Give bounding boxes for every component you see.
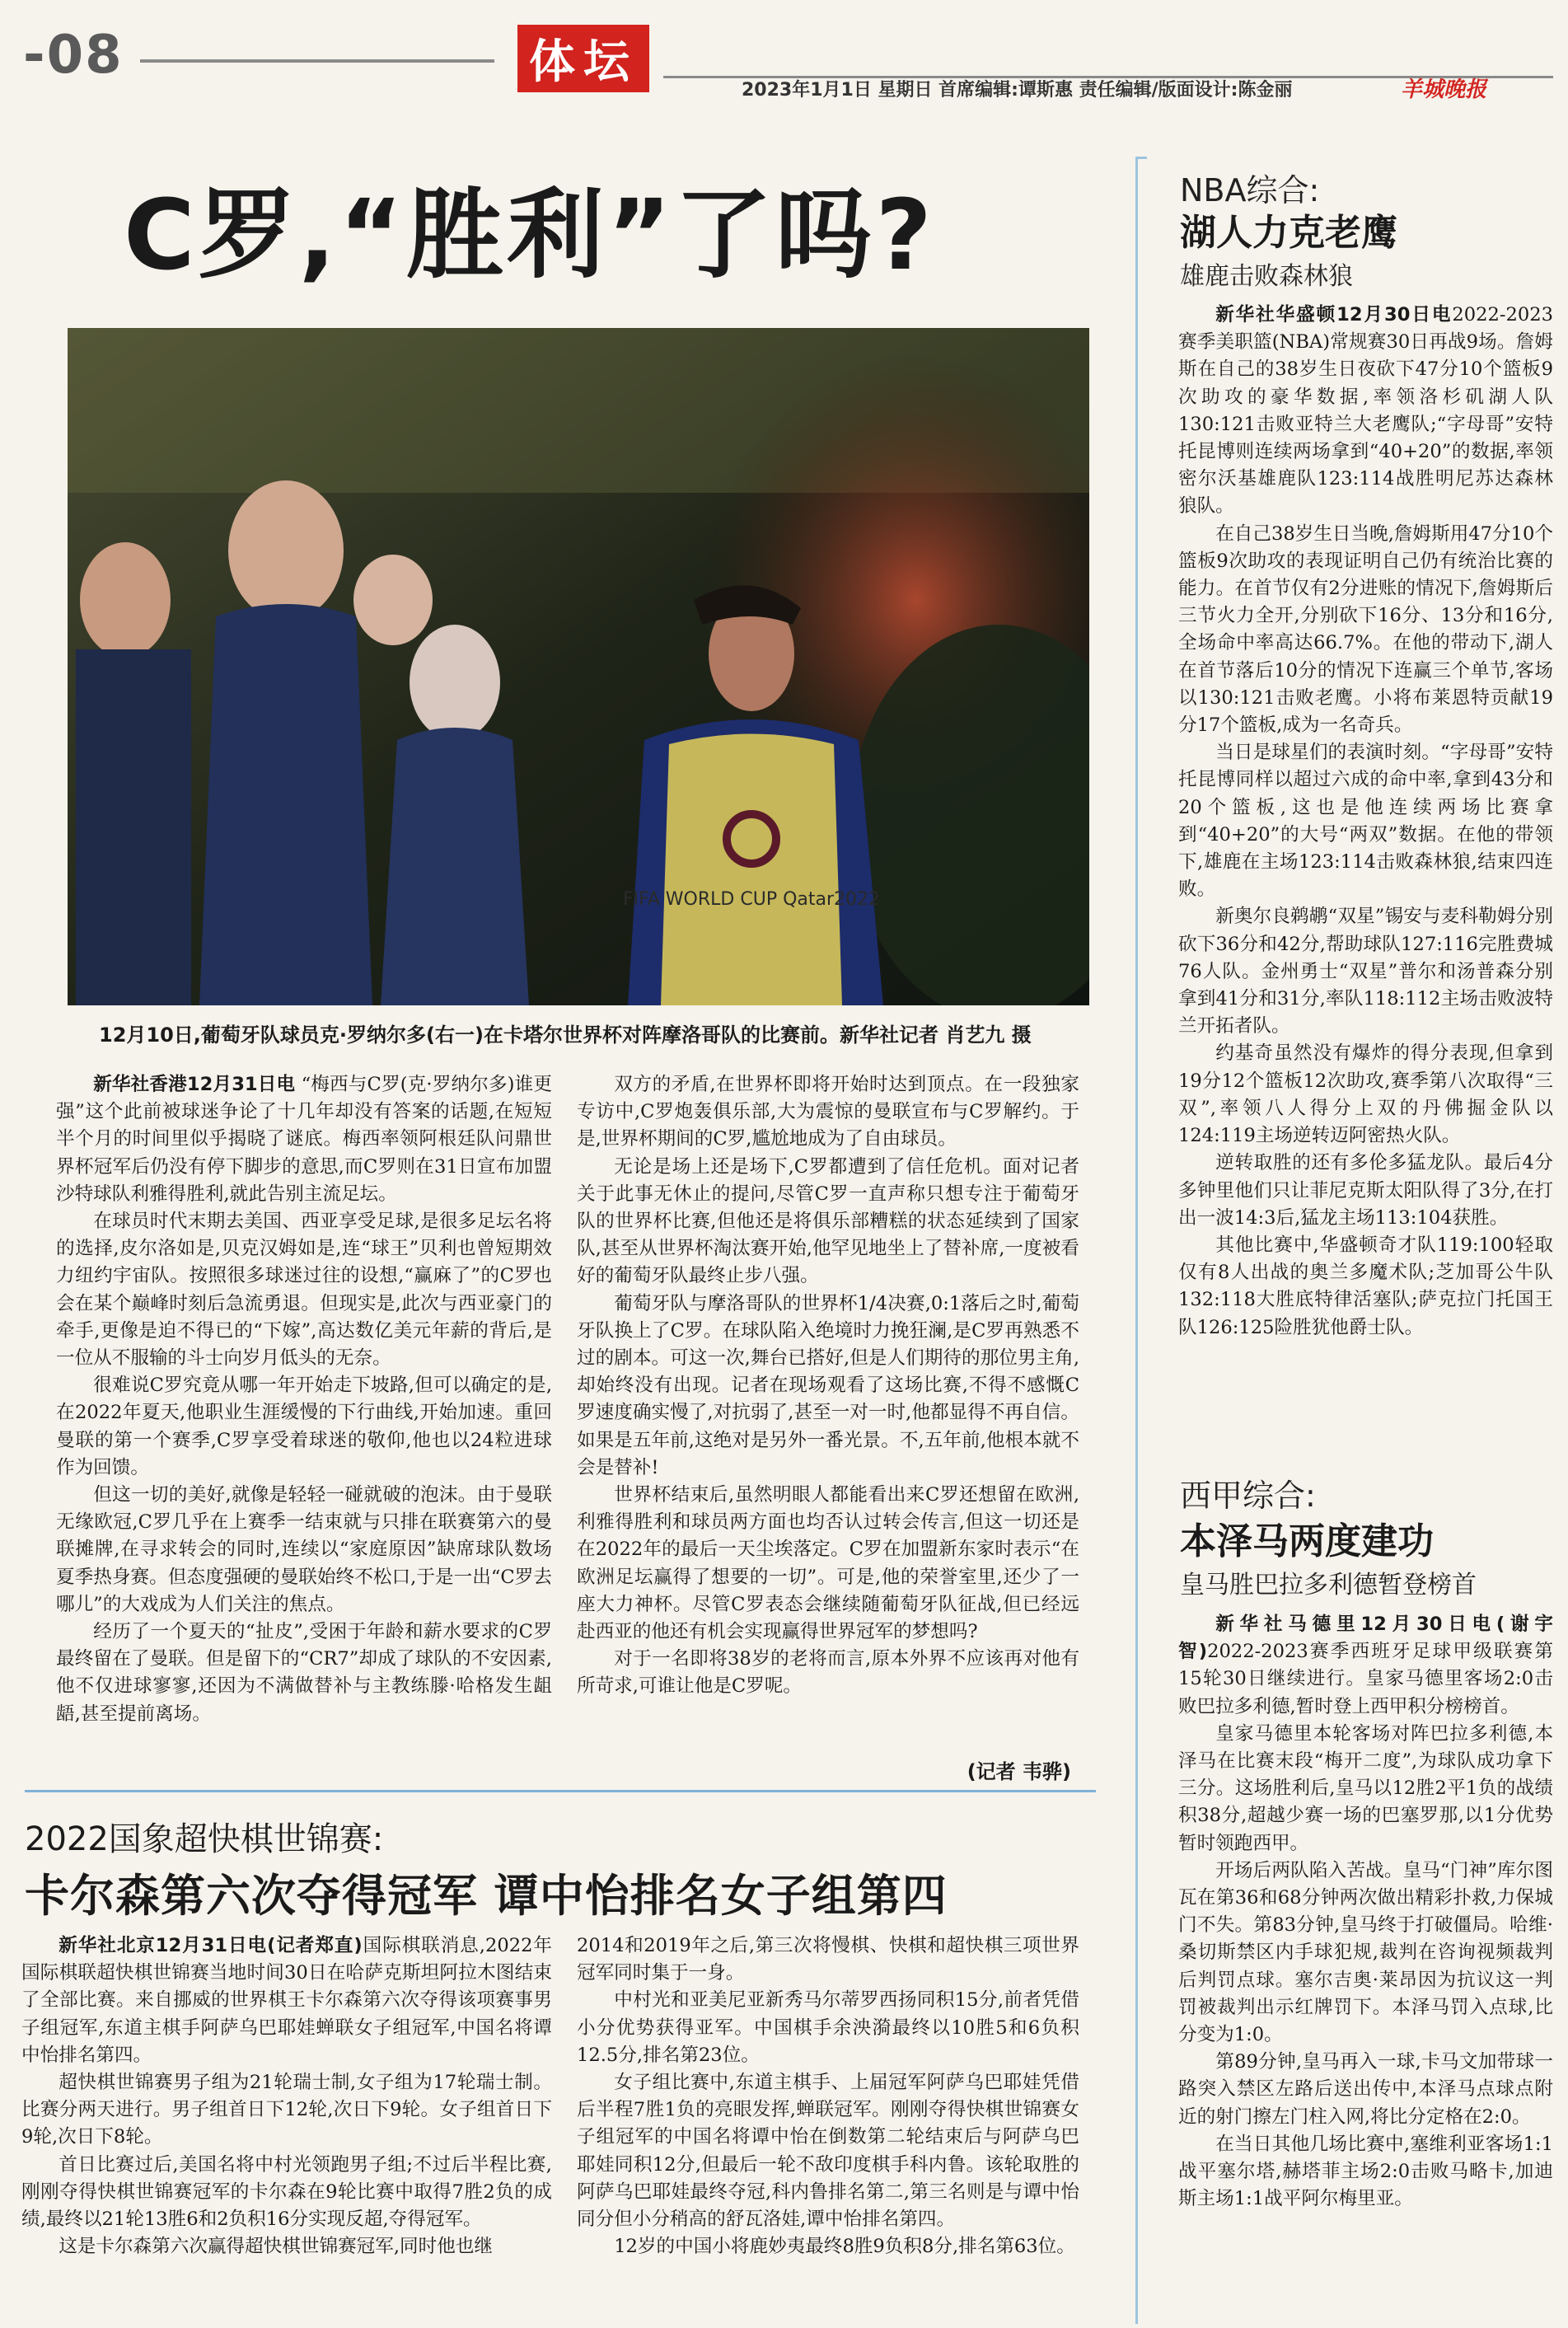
paragraph: [577, 2069, 1079, 2233]
paragraph-text: 其他比赛中,华盛顿奇才队119:100轻取仅有8人出战的奥兰多魔术队;芝加哥公牛队132:118大胜底特律活塞队;萨克拉门托国王队126:125险胜犹他爵士队。: [1178, 1234, 1553, 1338]
paragraph: [56, 1618, 552, 1728]
paragraph-text: 这是卡尔森第六次赢得超快棋世锦赛冠军,同时他也继: [59, 2236, 494, 2258]
nba-kicker: NBA综合:: [1180, 172, 1320, 208]
paragraph: [577, 1154, 1079, 1290]
paragraph-text: 在自己38岁生日当晚,詹姆斯用47分10个篮板9次助攻的表现证明自己仍有统治比赛的能力。在首节仅有2分进账的情况下,詹姆斯后三节火力全开,分别砍下16分、13分和16分,全场命中率高达66.7%。在他的带动下,湖人在首节落后10分的情况下连赢三个单节,客场以130:121击败老鹰。小将布莱恩特贡献19分17个篮板,成为一名奇兵。: [1178, 522, 1553, 737]
paragraph-text: 对于一名即将38岁的老将而言,原本外界不应该再对他有所苛求,可谁让他是C罗呢。: [577, 1648, 1079, 1698]
paragraph: [577, 1290, 1079, 1482]
paragraph-text: 当日是球星们的表演时刻。“字母哥”安特托昆博同样以超过六成的命中率,拿到43分和20个篮板,这也是他连续两场比赛拿到“40+20”的大号“两双”数据。在他的带领下,雄鹿在主场123:114击败森林狼,结束四连败。: [1178, 742, 1553, 901]
paragraph-text: 约基奇虽然没有爆炸的得分表现,但拿到19分12个篮板12次助攻,赛季第八次取得“三双”,率领八人得分上双的丹佛掘金队以124:119主场逆转迈阿密热火队。: [1178, 1042, 1553, 1147]
paragraph-text: 葡萄牙队与摩洛哥队的世界杯1/4决赛,0:1落后之时,葡萄牙队换上了C罗。在球队陷入绝境时力挽狂澜,是C罗再熟悉不过的剧本。可这一次,舞台已搭好,但是人们期待的那位男主角,却始终没有出现。记者在现场观看了这场比赛,不得不感慨C罗速度确实慢了,对抗弱了,甚至一对一时,他都显得不再自信。如果是五年前,这绝对是另外一番光景。不,五年前,他根本就不会是替补!: [577, 1292, 1079, 1478]
paragraph-text: 女子组比赛中,东道主棋手、上届冠军阿萨乌巴耶娃凭借后半程7胜1负的亮眼发挥,蝉联冠军。刚刚夺得快棋世锦赛女子组冠军的中国名将谭中怡在倒数第二轮结束后与阿萨乌巴耶娃同积12分,但最后一轮不敌印度棋手科内鲁。该轮取胜的阿萨乌巴耶娃最终夺冠,科内鲁排名第二,第三名则是与谭中怡同分但小分稍高的舒瓦洛娃,谭中怡排名第四。: [577, 2072, 1079, 2231]
laliga-body: [1178, 1611, 1553, 2213]
paragraph-text: 第89分钟,皇马再入一球,卡马文加带球一路突入禁区左路后送出传中,本泽马点球点附近的射门擦左门柱入网,将比分定格在2:0。: [1178, 2051, 1553, 2128]
paragraph-text: 2022-2023赛季西班牙足球甲级联赛第15轮30日继续进行。皇家马德里客场2:0击败巴拉多利德,暂时登上西甲积分榜榜首。: [1178, 1641, 1554, 1717]
main-headline: C罗,“胜利”了吗?: [124, 178, 935, 292]
main-photo: [68, 328, 1089, 1005]
paragraph: [56, 1071, 552, 1208]
paragraph: [21, 2069, 552, 2152]
dateline-lead: 新华社马德里12月30日电(谢宇智): [1178, 1614, 1553, 1663]
paragraph: [577, 1987, 1079, 2069]
paragraph-text: 超快棋世锦赛男子组为21轮瑞士制,女子组为17轮瑞士制。比赛分两天进行。男子组首日下12轮,次日下9轮。女子组首日下9轮,次日下8轮。: [21, 2072, 552, 2148]
paragraph: [56, 1372, 552, 1482]
dateline-lead: 新华社华盛顿12月30日电: [1215, 304, 1453, 326]
paragraph: [1178, 1232, 1553, 1342]
sidebar-rule: [1135, 157, 1138, 2324]
paragraph-text: 在当日其他几场比赛中,塞维利亚客场1:1战平塞尔塔,赫塔菲主场2:0击败马略卡,加迪斯主场1:1战平阿尔梅里亚。: [1178, 2133, 1553, 2210]
laliga-kicker: 西甲综合:: [1180, 1478, 1316, 1514]
vest-text: FIFA WORLD CUP Qatar2022: [622, 889, 881, 910]
paragraph: [21, 2233, 552, 2260]
paragraph: [577, 1071, 1079, 1154]
paragraph-text: 世界杯结束后,虽然明眼人都能看出来C罗还想留在欧洲,利雅得胜利和球员两方面也均否认过转会传言,但这一切还是在2022年的最后一天尘埃落定。C罗在加盟新东家时表示“在欧洲足坛赢得了想要的一切”。可是,他的荣誉室里,还少了一座大力神杯。尽管C罗表态会继续随葡萄牙队征战,但已经远赴西亚的他还有机会实现赢得世界冠军的梦想吗?: [577, 1484, 1079, 1643]
paragraph-text: 在球员时代末期去美国、西亚享受足球,是很多足坛名将的选择,皮尔洛如是,贝克汉姆如是,连“球王”贝利也曾短期效力纽约宇宙队。按照很多球迷过往的设想,“赢麻了”的C罗也会在某个巅峰时刻后急流勇退。但现实是,此次与西亚豪门的牵手,更像是迫不得已的“下嫁”,高达数亿美元年薪的背后,是一位从不服输的斗士向岁月低头的无奈。: [56, 1211, 552, 1370]
paragraph: [21, 1932, 552, 2069]
paragraph-text: 无论是场上还是场下,C罗都遭到了信任危机。面对记者关于此事无休止的提问,尽管C罗一直声称只想专注于葡萄牙队的世界杯比赛,但他还是将俱乐部糟糕的状态延续到了国家队,甚至从世界杯淘汰赛开始,他罕见地坐上了替补席,一度被看好的葡萄牙队最终止步八强。: [577, 1155, 1079, 1287]
paragraph: [577, 2233, 1079, 2260]
section-label: 体坛: [517, 25, 649, 92]
chess-headline: 卡尔森第六次夺得冠军 谭中怡排名女子组第四: [25, 1870, 948, 1922]
nba-headline: 湖人力克老鹰: [1180, 212, 1397, 254]
dateline-lead: 新华社香港12月31日电: [93, 1074, 296, 1095]
paragraph-text: 2022-2023赛季美职篮(NBA)常规赛30日再战9场。詹姆斯在自己的38岁生日夜砍下47分10个篮板9次助攻的豪华数据,率领洛杉矶湖人队130:121击败亚特兰大老鹰队;“字母哥”安特托昆博则连续两场拿到“40+20”的数据,率领密尔沃基雄鹿队123:114战胜明尼苏达森林狼队。: [1178, 304, 1553, 518]
paragraph-text: 皇家马德里本轮客场对阵巴拉多利德,本泽马在比赛末段“梅开二度”,为球队成功拿下三分。这场胜利后,皇马以12胜2平1负的战绩积38分,超越少赛一场的巴塞罗那,以1分优势暂时领跑西甲。: [1178, 1722, 1553, 1854]
main-story-left-column: [56, 1071, 552, 1728]
paragraph: [56, 1482, 552, 1618]
photo-caption: 12月10日,葡萄牙队球员克·罗纳尔多(右一)在卡塔尔世界杯对阵摩洛哥队的比赛前。新华社记者 肖艺九 摄: [99, 1023, 1032, 1047]
laliga-headline: 本泽马两度建功: [1180, 1520, 1434, 1562]
chess-right-column: [577, 1932, 1079, 2260]
paragraph: [1178, 1150, 1553, 1232]
nba-subhead: 雄鹿击败森林狼: [1180, 262, 1353, 291]
laliga-subhead: 皇马胜巴拉多利德暂登榜首: [1180, 1571, 1477, 1600]
paragraph: [1178, 302, 1553, 521]
paragraph: [56, 1208, 552, 1372]
main-story-author: (记者 韦骅): [967, 1760, 1071, 1783]
paragraph: [1178, 739, 1553, 903]
paragraph-text: 开场后两队陷入苦战。皇马“门神”库尔图瓦在第36和68分钟两次做出精彩扑救,力保城门不失。第83分钟,皇马终于打破僵局。哈维·桑切斯禁区内手球犯规,裁判在咨询视频裁判后判罚点球。塞尔吉奥·莱昂因为抗议这一判罚被裁判出示红牌罚下。本泽马罚入点球,比分变为1:0。: [1178, 1859, 1553, 2046]
main-story-right-column: [577, 1071, 1079, 1701]
paragraph-text: 很难说C罗究竟从哪一年开始走下坡路,但可以确定的是,在2022年夏天,他职业生涯缓慢的下行曲线,开始加速。重回曼联的第一个赛季,C罗享受着球迷的敬仰,他也以24粒进球作为回馈。: [56, 1375, 552, 1478]
dateline-lead: 新华社北京12月31日电(记者郑直): [59, 1935, 363, 1956]
paragraph-text: 国际棋联消息,2022年国际棋联超快棋世锦赛当地时间30日在哈萨克斯坦阿拉木图结束了全部比赛。来自挪威的世界棋王卡尔森第六次夺得该项赛事男子组冠军,东道主棋手阿萨乌巴耶娃蝉联女子组冠军,中国名将谭中怡排名第四。: [21, 1935, 552, 2066]
nba-body: [1178, 302, 1553, 1342]
paragraph: [1178, 2049, 1553, 2131]
paragraph: [1178, 1040, 1553, 1150]
paragraph-text: 2014和2019年之后,第三次将慢棋、快棋和超快棋三项世界冠军同时集于一身。: [577, 1935, 1079, 1984]
paragraph: [1178, 2131, 1553, 2213]
paragraph: [1178, 521, 1553, 740]
paragraph-text: 逆转取胜的还有多伦多猛龙队。最后4分多钟里他们只让菲尼克斯太阳队得了3分,在打出一波14:3后,猛龙主场113:104获胜。: [1178, 1152, 1553, 1229]
masthead-rule-left: [140, 59, 494, 63]
paragraph: [1178, 1721, 1553, 1857]
story-separator: [25, 1790, 1096, 1792]
paragraph: [1178, 1857, 1553, 2049]
paragraph: [577, 1646, 1079, 1700]
paragraph: [577, 1932, 1079, 1987]
newspaper-logo: 羊城晚报: [1401, 77, 1487, 102]
paragraph-text: 经历了一个夏天的“扯皮”,受困于年龄和薪水要求的C罗最终留在了曼联。但是留下的“CR7”却成了球队的不安因素,他不仅进球寥寥,还因为不满做替补与主教练滕·哈格发生龃龉,甚至提前离场。: [56, 1621, 552, 1725]
paragraph: [1178, 903, 1553, 1040]
paragraph-text: 双方的矛盾,在世界杯即将开始时达到顶点。在一段独家专访中,C罗炮轰俱乐部,大为震惊的曼联宣布与C罗解约。于是,世界杯期间的C罗,尴尬地成为了自由球员。: [577, 1074, 1079, 1150]
paragraph: [21, 2152, 552, 2234]
paragraph-text: 但这一切的美好,就像是轻轻一碰就破的泡沫。由于曼联无缘欧冠,C罗几乎在上赛季一结束就与只排在联赛第六的曼联摊牌,在寻求转会的同时,连续以“家庭原因”缺席球队数场夏季热身赛。但态度强硬的曼联始终不松口,于是一出“C罗去哪儿”的大戏成为人们关注的焦点。: [56, 1484, 552, 1615]
chess-left-column: [21, 1932, 552, 2260]
paragraph-text: “梅西与C罗(克·罗纳尔多)谁更强”这个此前被球迷争论了十几年却没有答案的话题,在短短半个月的时间里似乎揭晓了谜底。梅西率领阿根廷队问鼎世界杯冠军后仍没有停下脚步的意思,而C罗则在31日宣布加盟沙特球队利雅得胜利,就此告别主流足坛。: [56, 1074, 552, 1205]
sidebar-rule-tick: [1135, 157, 1147, 159]
paragraph-text: 首日比赛过后,美国名将中村光领跑男子组;不过后半程比赛,刚刚夺得快棋世锦赛冠军的卡尔森在9轮比赛中取得7胜2负的成绩,最终以21轮13胜6和2负积16分实现反超,夺得冠军。: [21, 2153, 552, 2231]
chess-kicker: 2022国象超快棋世锦赛:: [25, 1820, 384, 1858]
paragraph: [577, 1482, 1079, 1646]
paragraph-text: 新奥尔良鹈鹕“双星”锡安与麦科勒姆分别砍下36分和42分,帮助球队127:116完胜费城76人队。金州勇士“双星”普尔和汤普森分别拿到41分和31分,率队118:112主场击败波特兰开拓者队。: [1178, 906, 1553, 1038]
paragraph: [1178, 1611, 1553, 1721]
dateline: 2023年1月1日 星期日 首席编辑:谭斯惠 责任编辑/版面设计:陈金丽: [742, 80, 1293, 101]
page-number: -08: [23, 25, 124, 86]
paragraph-text: 12岁的中国小将鹿妙夷最终8胜9负积8分,排名第63位。: [614, 2236, 1075, 2258]
cristiano-ronaldo-bench-photo-icon: [68, 328, 1089, 1005]
paragraph-text: 中村光和亚美尼亚新秀马尔蒂罗西扬同积15分,前者凭借小分优势获得亚军。中国棋手余泱漪最终以10胜5和6负积12.5分,排名第23位。: [577, 1989, 1079, 2066]
